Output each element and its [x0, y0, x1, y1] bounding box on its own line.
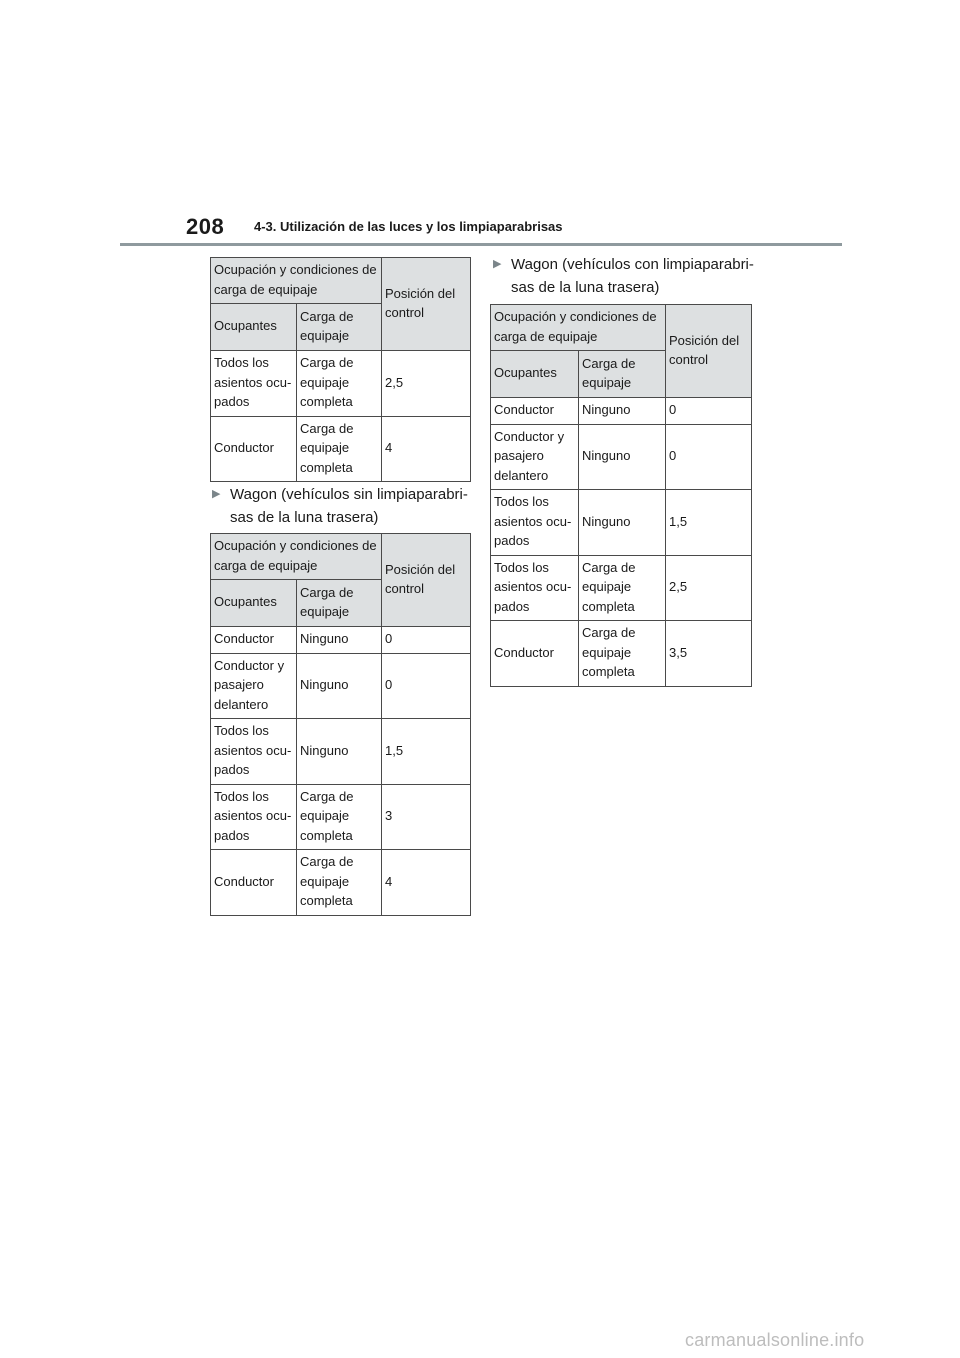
cell-position: 3: [382, 784, 471, 850]
table-a: [210, 257, 471, 482]
header-occupants: Ocupantes: [491, 351, 579, 398]
cell-occupants: Todos los asientos ocu-pados: [211, 351, 297, 417]
cell-occupants: Conductor: [491, 398, 579, 425]
table-row: [211, 719, 471, 785]
section-b-heading: ▶ Wagon (vehículos sin limpiaparabri-sas de la luna trasera): [212, 483, 470, 529]
cell-occupants: Conductor: [211, 627, 297, 654]
table-row: [211, 653, 471, 719]
page-number: 208: [186, 214, 225, 239]
cell-position: 4: [382, 416, 471, 482]
header-load: Carga de equipaje: [297, 580, 382, 627]
table-row: [491, 621, 752, 687]
table-row: [211, 784, 471, 850]
table-row: [211, 416, 471, 482]
cell-position: 0: [382, 627, 471, 654]
cell-load: Ninguno: [297, 653, 382, 719]
section-title: 4-3. Utilización de las luces y los limpiaparabrisas: [254, 219, 563, 234]
cell-load: Ninguno: [579, 398, 666, 425]
cell-load: Carga de equipaje completa: [297, 784, 382, 850]
cell-position: 2,5: [382, 351, 471, 417]
header-group: Ocupación y condiciones de carga de equipaje: [211, 534, 382, 580]
cell-position: 2,5: [666, 555, 752, 621]
table-c: [490, 304, 752, 687]
cell-load: Ninguno: [297, 719, 382, 785]
cell-position: 1,5: [382, 719, 471, 785]
cell-position: 0: [666, 424, 752, 490]
header-occupants: Ocupantes: [211, 580, 297, 627]
header-occupants: Ocupantes: [211, 304, 297, 351]
table-row: [491, 555, 752, 621]
cell-load: Carga de equipaje completa: [297, 351, 382, 417]
cell-occupants: Todos los asientos ocu-pados: [491, 490, 579, 556]
header-load: Carga de equipaje: [579, 351, 666, 398]
header-position: Posición del control: [382, 534, 471, 627]
cell-position: 1,5: [666, 490, 752, 556]
bullet-triangle-icon: ▶: [493, 258, 502, 270]
cell-occupants: Conductor y pasajero delantero: [211, 653, 297, 719]
header-load: Carga de equipaje: [297, 304, 382, 351]
cell-load: Ninguno: [297, 627, 382, 654]
cell-load: Carga de equipaje completa: [297, 850, 382, 916]
cell-load: Ninguno: [579, 424, 666, 490]
table-row: [491, 398, 752, 425]
cell-occupants: Conductor: [491, 621, 579, 687]
table-b: [210, 533, 471, 916]
cell-load: Carga de equipaje completa: [579, 621, 666, 687]
table-row: [491, 424, 752, 490]
section-c-heading: ▶ Wagon (vehículos con limpiaparabri-sas de la luna trasera): [493, 253, 755, 299]
cell-load: Ninguno: [579, 490, 666, 556]
header-group: Ocupación y condiciones de carga de equipaje: [491, 305, 666, 351]
cell-occupants: Todos los asientos ocu-pados: [211, 719, 297, 785]
header-rule: [120, 243, 842, 246]
header-position: Posición del control: [666, 305, 752, 398]
cell-position: 0: [666, 398, 752, 425]
cell-position: 3,5: [666, 621, 752, 687]
header-group: Ocupación y condiciones de carga de equipaje: [211, 258, 382, 304]
page-header: [0, 0, 960, 250]
cell-occupants: Conductor: [211, 850, 297, 916]
cell-occupants: Todos los asientos ocu-pados: [491, 555, 579, 621]
header-position: Posición del control: [382, 258, 471, 351]
table-row: [491, 490, 752, 556]
table-row: [211, 351, 471, 417]
table-row: [211, 850, 471, 916]
cell-position: 0: [382, 653, 471, 719]
cell-occupants: Conductor: [211, 416, 297, 482]
watermark: carmanualsonline.info: [685, 1330, 865, 1350]
bullet-triangle-icon: ▶: [212, 488, 221, 500]
cell-load: Carga de equipaje completa: [297, 416, 382, 482]
cell-occupants: Todos los asientos ocu-pados: [211, 784, 297, 850]
table-row: [211, 627, 471, 654]
cell-position: 4: [382, 850, 471, 916]
cell-load: Carga de equipaje completa: [579, 555, 666, 621]
cell-occupants: Conductor y pasajero delantero: [491, 424, 579, 490]
